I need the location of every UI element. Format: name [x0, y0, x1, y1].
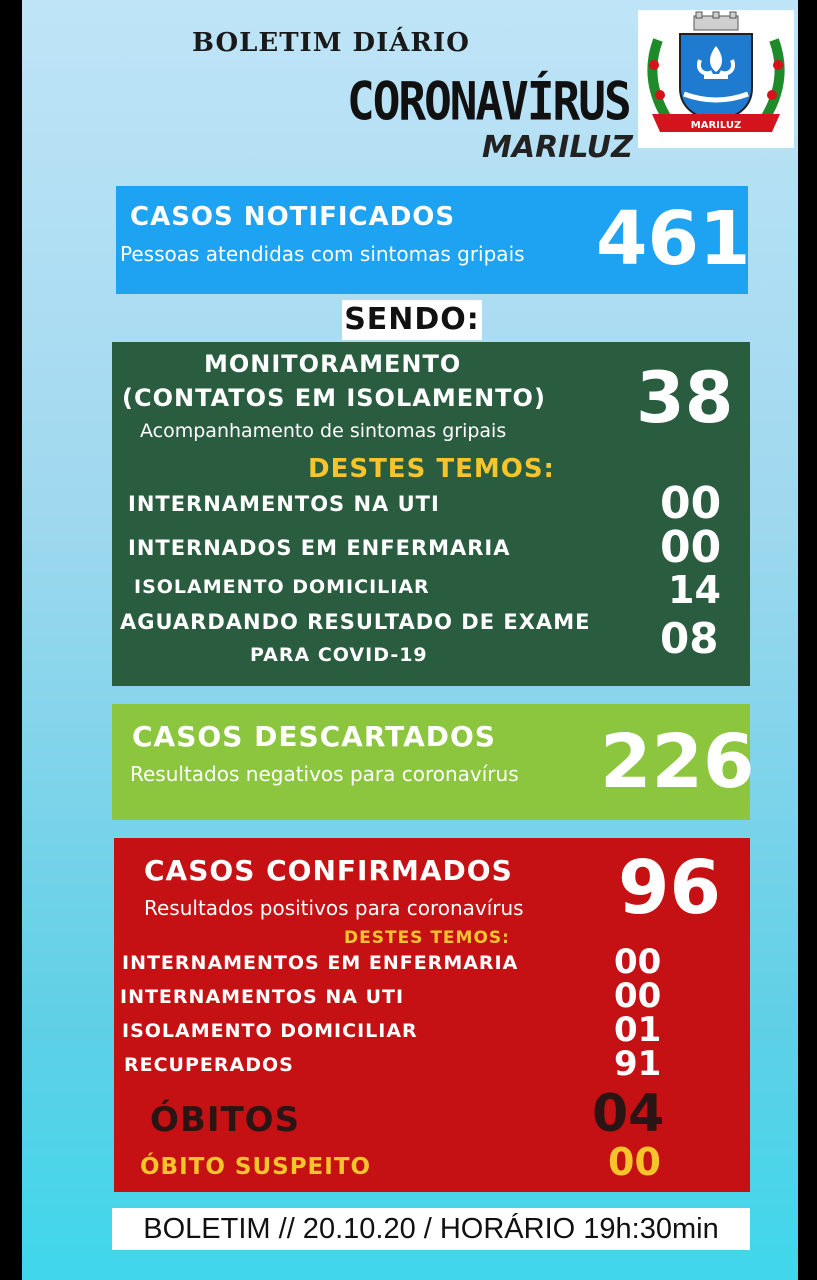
- bulletin-footer: BOLETIM // 20.10.20 / HORÁRIO 19h:30min: [112, 1208, 750, 1250]
- monitoring-title-line1: MONITORAMENTO: [204, 350, 462, 378]
- header-title: BOLETIM DIÁRIO: [192, 28, 470, 58]
- confirmed-item-uti-value: 00: [614, 976, 662, 1016]
- monitoring-item-aguardando-label: AGUARDANDO RESULTADO DE EXAME: [120, 610, 591, 634]
- obito-suspeito-label: ÓBITO SUSPEITO: [140, 1154, 372, 1180]
- monitoring-value: 38: [636, 357, 734, 439]
- header-city: MARILUZ: [482, 130, 633, 165]
- confirmed-item-enfermaria-value: 00: [614, 942, 662, 982]
- confirmed-item-recuperados-label: RECUPERADOS: [124, 1054, 294, 1076]
- discarded-cases-value: 226: [600, 719, 755, 805]
- logo-banner-text: MARILUZ: [690, 120, 742, 131]
- monitoring-item-uti-value: 00: [660, 478, 722, 529]
- confirmed-cases-title: CASOS CONFIRMADOS: [144, 854, 513, 887]
- notified-cases-box: [116, 186, 751, 294]
- monitoring-item-aguardando-value: 08: [660, 614, 719, 663]
- bulletin-panel: [22, 0, 798, 1280]
- monitoring-item-enfermaria-label: INTERNADOS EM ENFERMARIA: [128, 536, 511, 560]
- confirmed-item-uti-label: INTERNAMENTOS NA UTI: [120, 986, 405, 1008]
- monitoring-box: [112, 342, 750, 686]
- monitoring-item-enfermaria-value: 00: [660, 522, 722, 573]
- discarded-cases-box: [112, 704, 755, 820]
- monitoring-destes-temos: DESTES TEMOS:: [308, 454, 555, 484]
- notified-cases-subtitle: Pessoas atendidas com sintomas gripais: [120, 242, 525, 266]
- confirmed-item-recuperados-value: 91: [614, 1044, 662, 1084]
- confirmed-item-enfermaria-label: INTERNAMENTOS EM ENFERMARIA: [122, 952, 519, 974]
- obitos-label: ÓBITOS: [150, 1100, 301, 1140]
- monitoring-item-domiciliar-value: 14: [668, 568, 721, 612]
- monitoring-item-uti-label: INTERNAMENTOS NA UTI: [128, 492, 440, 516]
- confirmed-destes-temos: DESTES TEMOS:: [344, 928, 510, 948]
- confirmed-item-domiciliar-label: ISOLAMENTO DOMICILIAR: [122, 1020, 418, 1042]
- monitoring-title-line2: (CONTATOS EM ISOLAMENTO): [122, 384, 546, 412]
- confirmed-cases-subtitle: Resultados positivos para coronavírus: [144, 896, 524, 920]
- sendo-label: SENDO:: [342, 300, 482, 340]
- confirmed-cases-value: 96: [618, 845, 721, 931]
- confirmed-cases-box: [114, 838, 750, 1192]
- monitoring-item-domiciliar-label: ISOLAMENTO DOMICILIAR: [134, 576, 430, 598]
- mariluz-coat-of-arms-icon: [638, 10, 794, 148]
- monitoring-item-aguardando-label2: PARA COVID-19: [250, 644, 428, 666]
- obitos-value: 04: [592, 1084, 665, 1144]
- discarded-cases-title: CASOS DESCARTADOS: [132, 720, 496, 753]
- obito-suspeito-value: 00: [608, 1140, 661, 1184]
- discarded-cases-subtitle: Resultados negativos para coronavírus: [130, 762, 519, 786]
- confirmed-item-domiciliar-value: 01: [614, 1010, 662, 1050]
- monitoring-subtitle: Acompanhamento de sintomas gripais: [140, 420, 507, 442]
- header-coronavirus: CORONAVÍRUS: [347, 70, 630, 133]
- notified-cases-title: CASOS NOTIFICADOS: [130, 202, 456, 232]
- notified-cases-value: 461: [596, 196, 751, 282]
